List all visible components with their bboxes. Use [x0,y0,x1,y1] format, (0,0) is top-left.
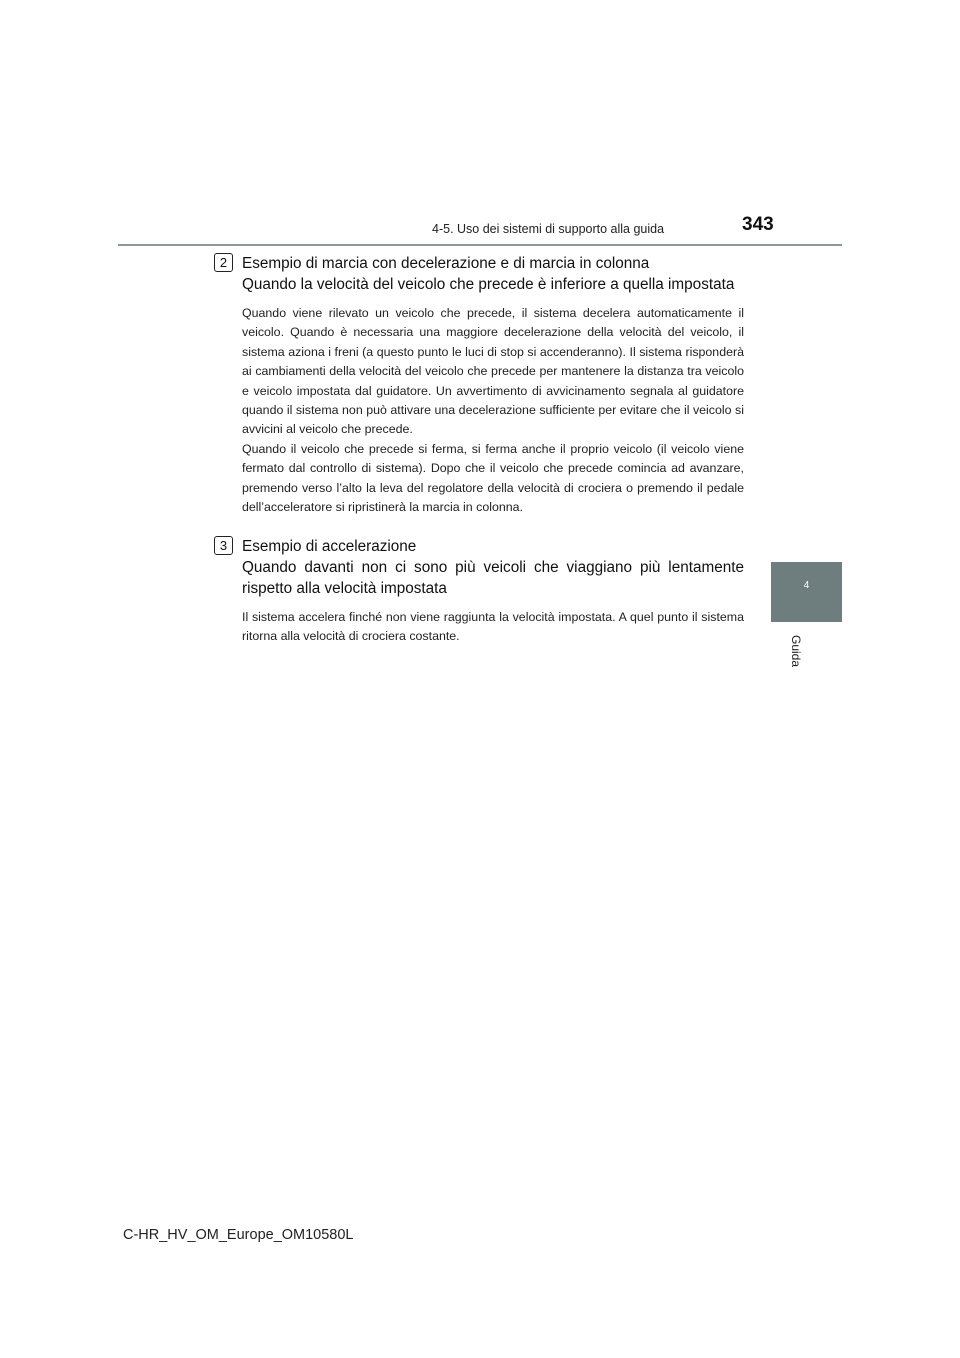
item-body [242,304,744,517]
item-number-badge: 3 [214,536,233,555]
numbered-item-2 [214,253,744,517]
document-code: C-HR_HV_OM_Europe_OM10580L [123,1227,354,1243]
item-heading-line: Esempio di marcia con decelerazione e di marcia in colonna [242,255,650,272]
chapter-number: 4 [803,580,810,591]
body-paragraph: Quando viene rilevato un veicolo che precede, il sistema decelera automaticamente il veicolo. Quando è necessaria una maggiore decelerazione della velocità del veicolo, il sistema aziona i freni (a questo punto le luci di stop si accenderanno). Il sistema risponderà ai cambiamenti della velocità del veicolo che precede per mantenere la distanza tra veicolo e veicolo impostata dal guidatore. Un avvertimento di avvicinamento segnala al guidatore quando il sistema non può attivare una decelerazione sufficiente per evitare che il veicolo si avvicini al veicolo che precede. [242,306,744,437]
section-title: 4-5. Uso dei sistemi di supporto alla guida [432,222,665,236]
header-divider [118,244,842,246]
item-heading [242,536,744,599]
page-number: 343 [742,214,774,235]
item-number-badge: 2 [214,253,233,272]
item-heading-line: Esempio di accelerazione [242,538,417,555]
item-heading-line: Quando la velocità del veicolo che precede è inferiore a quella impostata [242,276,735,293]
item-body [242,608,744,647]
chapter-tab [771,562,842,622]
numbered-item-3 [214,536,744,647]
item-heading [242,253,744,295]
body-paragraph: Il sistema accelera finché non viene raggiunta la velocità impostata. A quel punto il sistema ritorna alla velocità di crociera costante. [242,610,744,644]
body-paragraph: Quando il veicolo che precede si ferma, si ferma anche il proprio veicolo (il veicolo viene fermato dal controllo di sistema). Dopo che il veicolo che precede comincia ad avanzare, premendo verso l’alto la leva del regolatore della velocità di crociera o premendo il pedale dell’acceleratore si ripristinerà la marcia in colonna. [242,441,744,515]
chapter-label: Guida [789,635,803,668]
item-heading-line: Quando davanti non ci sono più veicoli che viaggiano più lentamente rispetto alla velocità impostata [242,559,744,597]
